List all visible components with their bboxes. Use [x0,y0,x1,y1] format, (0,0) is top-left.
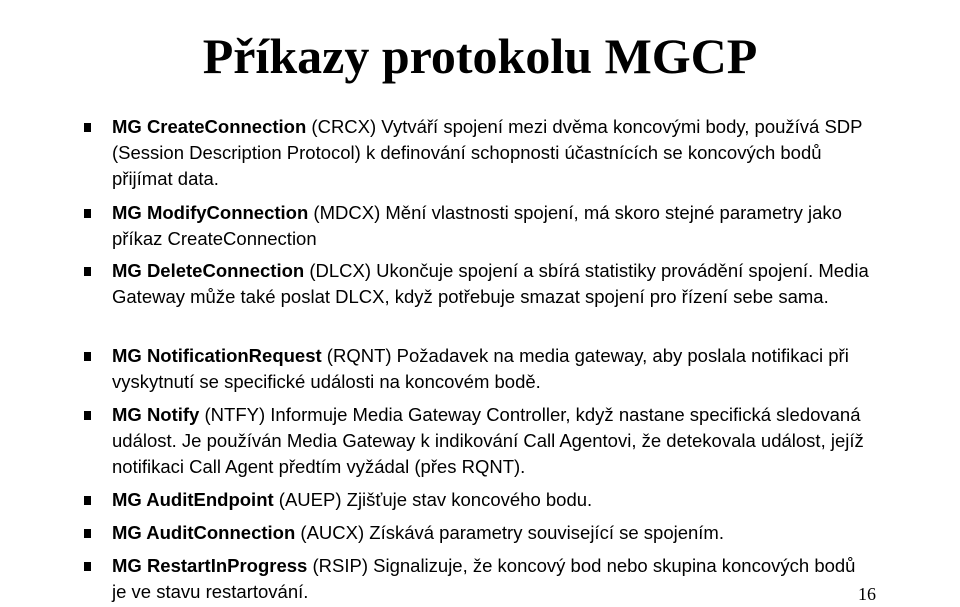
command-description: (AUCX) Získává parametry související se spojením. [295,522,724,543]
command-name: MG Notify [112,404,200,425]
command-description: (RSIP) Signalizuje, že koncový bod nebo skupina koncových bodů je ve stavu restartování. [112,555,856,602]
square-bullet-icon [84,411,91,420]
slide-title: Příkazy protokolu MGCP [202,27,758,84]
command-name: MG AuditEndpoint [112,489,274,510]
command-description: (AUEP) Zjišťuje stav koncového bodu. [273,489,593,510]
bullet-delete-connection [112,258,872,310]
square-bullet-icon [84,562,91,571]
bullet-restart-in-progress [112,553,872,605]
command-name: MG RestartInProgress [112,555,308,576]
square-bullet-icon [84,209,91,218]
bullet-modify-connection [112,200,872,252]
command-name: MG AuditConnection [112,522,296,543]
command-name: MG DeleteConnection [112,260,305,281]
square-bullet-icon [84,496,91,505]
bullet-notification-request [112,343,872,395]
bullet-create-connection [112,114,872,192]
command-description: (CRCX) Vytváří spojení mezi dvěma koncovými body, používá SDP (Session Description Protocol) k definování schopnosti účastnících se koncových bodů přijímat data. [112,116,863,189]
command-name: MG ModifyConnection [112,202,309,223]
command-description: (NTFY) Informuje Media Gateway Controller, když nastane specifická sledovaná událost. Je používán Media Gateway k indikování Call Agentovi, že detekovala událost, jejíž notifikaci Call Agent předtím vyžádal (přes RQNT). [112,404,864,477]
command-description: (DLCX) Ukončuje spojení a sbírá statistiky provádění spojení. Media Gateway může také poslat DLCX, když potřebuje smazat spojení pro řízení sebe sama. [112,260,869,307]
command-name: MG NotificationRequest [112,345,322,366]
page-number: 16 [858,584,876,604]
command-name: MG CreateConnection [112,116,307,137]
bullet-audit-endpoint [112,487,872,513]
square-bullet-icon [84,352,91,361]
command-description: (MDCX) Mění vlastnosti spojení, má skoro stejné parametry jako příkaz CreateConnection [112,202,842,249]
square-bullet-icon [84,529,91,538]
square-bullet-icon [84,123,91,132]
command-description: (RQNT) Požadavek na media gateway, aby poslala notifikaci při vyskytnutí se specifické události na koncovém bodě. [112,345,849,392]
square-bullet-icon [84,267,91,276]
bullet-audit-connection [112,520,872,546]
bullet-notify [112,402,872,480]
